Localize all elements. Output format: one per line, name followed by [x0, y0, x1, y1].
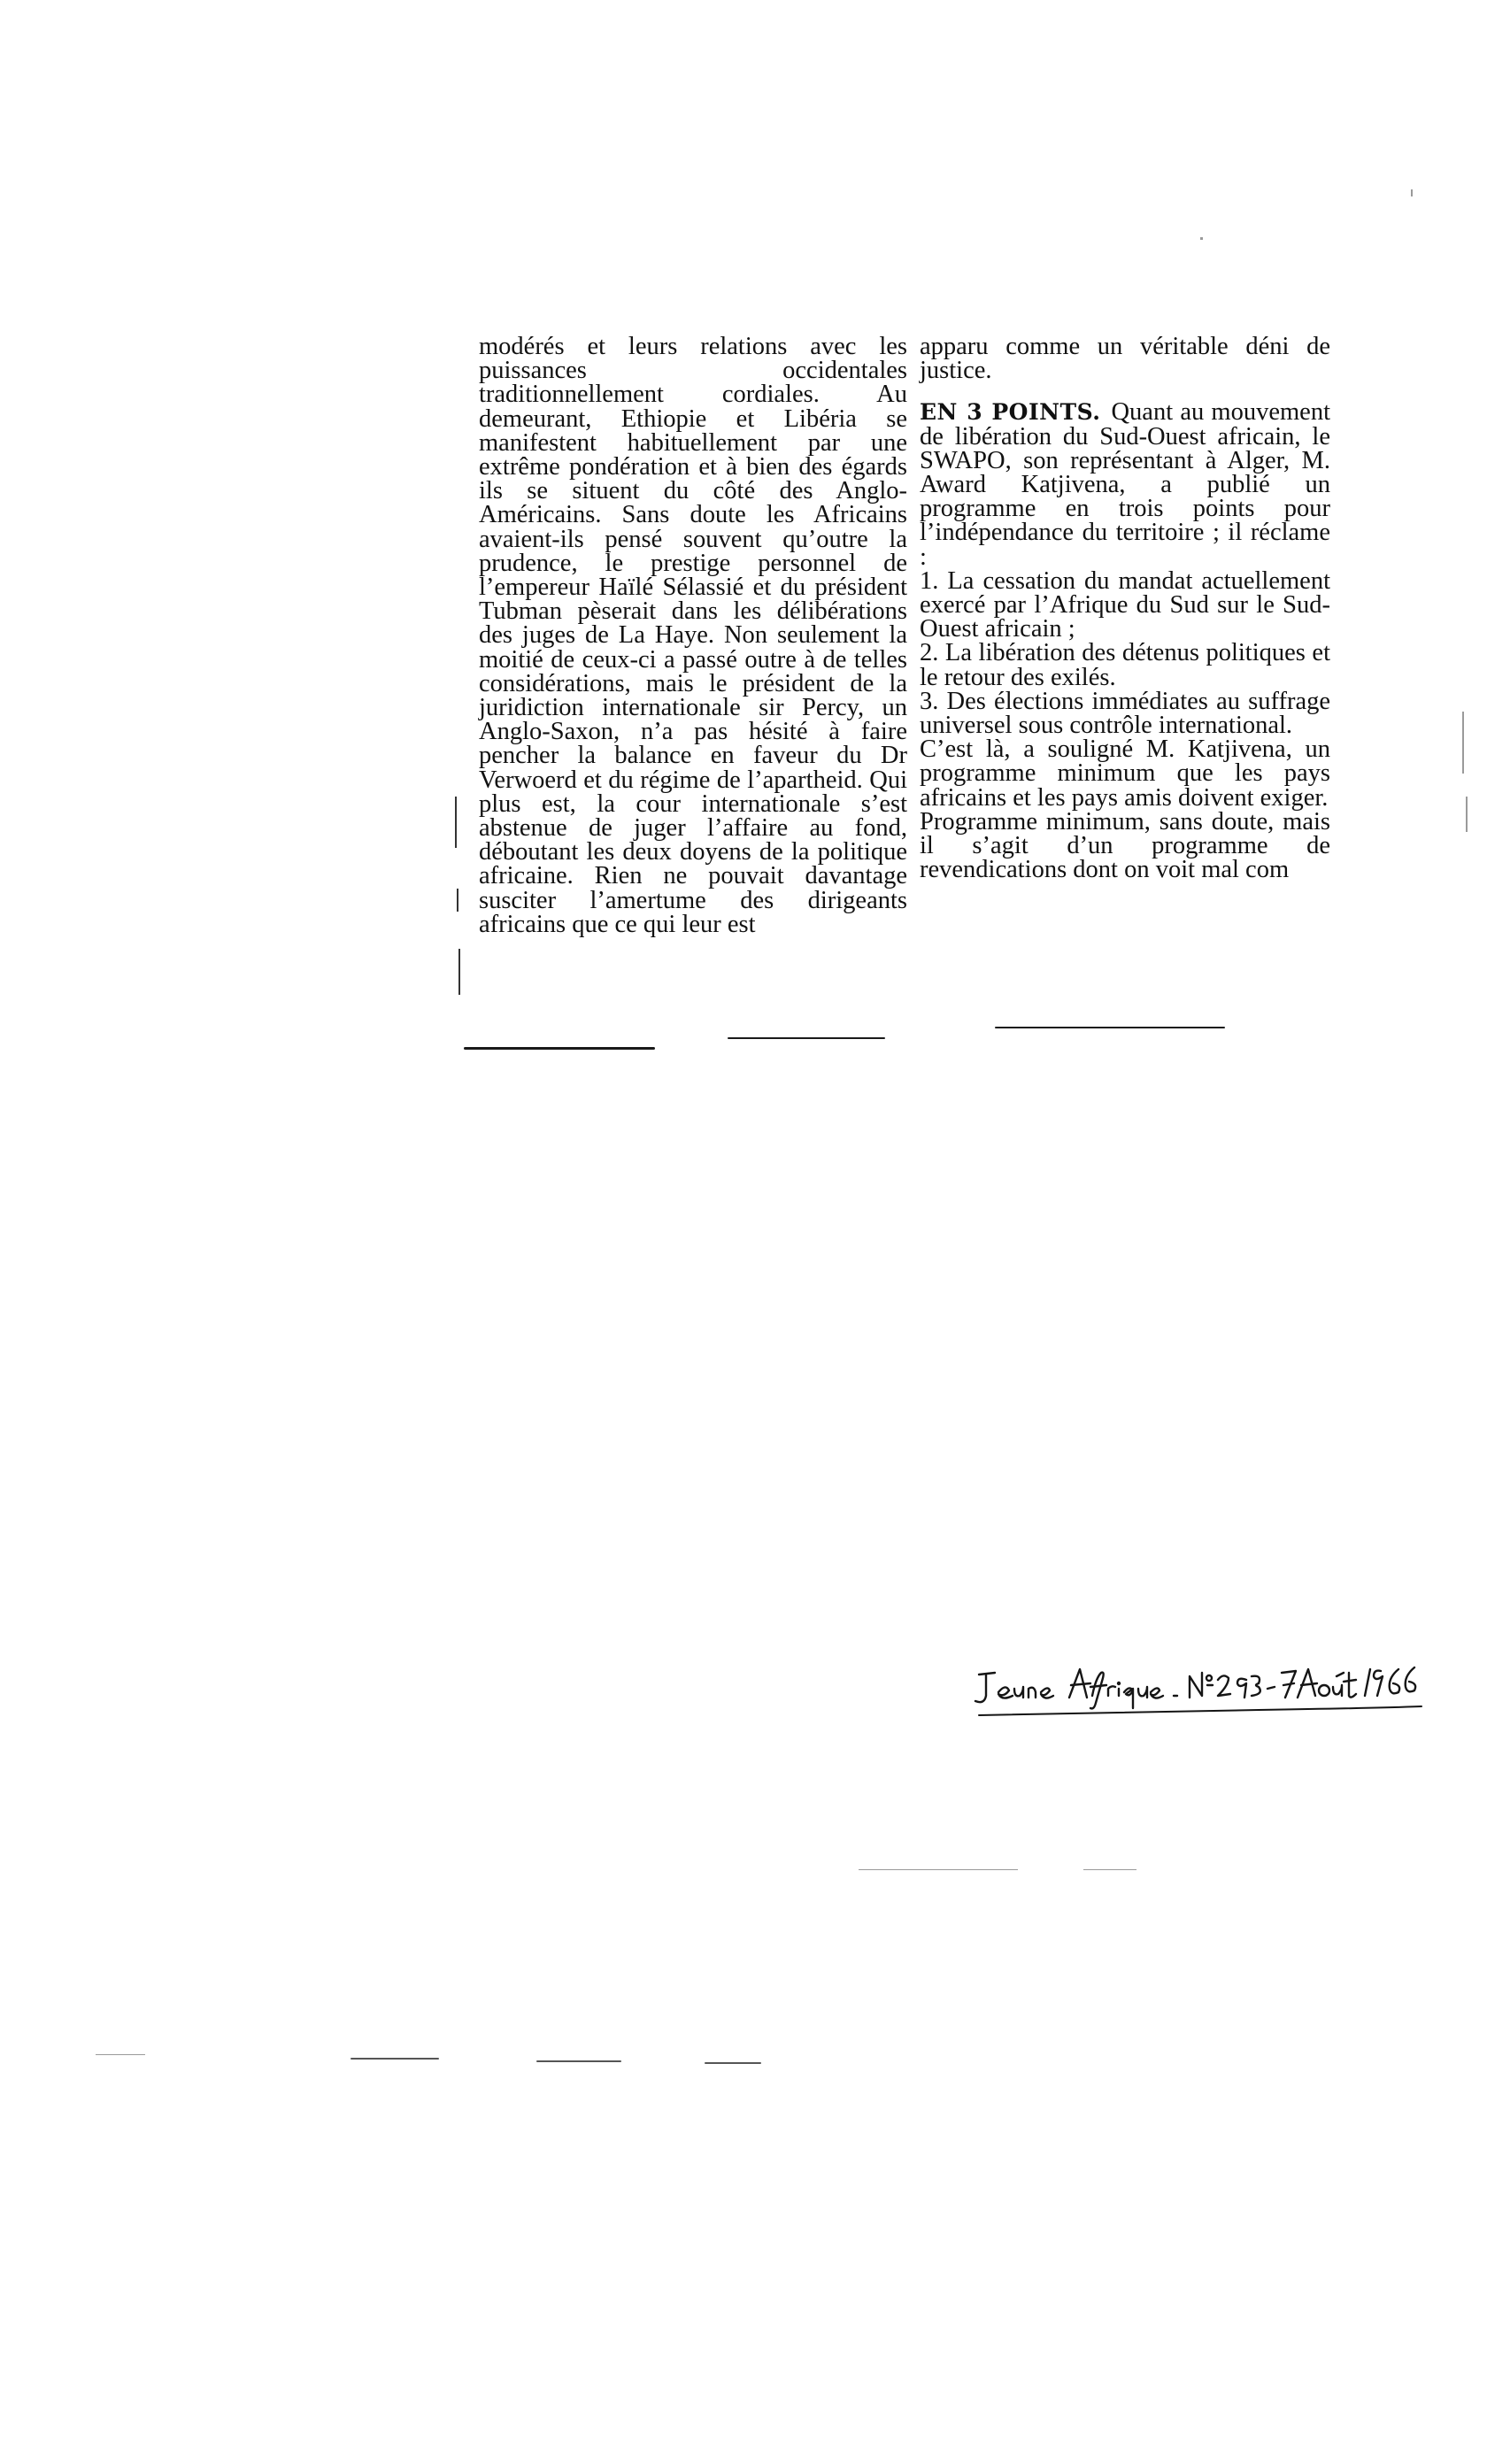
article-paragraph: modérés et leurs relations avec les puissances occidentales traditionnellement cordiales. Au demeurant, Ethiopie et Libéria se manifestent habituellement par une extrême pondération et à bien des égards ils se situent du côté des Anglo-Américains. Sans doute les Africains avaient-ils pensé souvent qu’outre la prudence, le prestige personnel de l’empereur Haïlé Sélassié et du président Tubman pèserait dans les délibérations des juges de La Haye. Non seulement la moitié de ceux-ci a passé outre à de telles considérations, mais le président de la juridiction internationale sir Percy, un Anglo-Saxon, n’a pas hésité à faire pencher la balance en faveur du Dr Verwoerd et du régime de l’apartheid. Qui plus est, la cour internationale s’est abstenue de juger l’affaire au fond, déboutant les deux doyens de la politique africaine. Rien ne pouvait davantage susciter l’amertume des dirigeants africains que ce qui leur est: [479, 333, 907, 938]
section-heading: EN 3 POINTS.: [920, 399, 1101, 426]
closing-paragraph: Programme minimum, sans doute, mais il s’agit d’un programme de revendications dont on voit mal com: [920, 807, 1330, 884]
scan-speck: [1411, 189, 1413, 196]
program-point: 3. Des élections immédiates au suffrage universel sous contrôle international.: [920, 687, 1330, 740]
scan-faint-rule: [351, 2058, 439, 2060]
section-lead-text: Quant au mouvement de libération du Sud-Ouest africain, le SWAPO, son représentant à Alger, M. Award Katjivena, a publié un programme en trois points pour l’indépendance du territoire ; il réclame :: [920, 398, 1330, 571]
program-point: 2. La libération des détenus politiques et le retour des exilés.: [920, 639, 1330, 691]
article-paragraph-intro: apparu comme un véritable déni de justice.: [920, 333, 1330, 385]
scan-margin-mark: [458, 949, 460, 995]
scan-margin-mark: [455, 797, 457, 848]
scan-faint-rule: [536, 2060, 621, 2062]
scan-faint-rule: [705, 2062, 761, 2064]
scan-speck: [859, 1869, 1018, 1870]
scan-speck: [1466, 797, 1468, 832]
handwriting-drawing: [967, 1657, 1427, 1728]
article-column-left: [479, 335, 907, 936]
scan-speck: [1083, 1869, 1136, 1870]
quote-paragraph: C’est là, a souligné M. Katjivena, un programme minimum que les pays africains et les pays amis doivent exiger.: [920, 735, 1330, 812]
scan-speck: [1200, 237, 1203, 240]
column-end-rule-right: [995, 1027, 1225, 1028]
handwritten-source-annotation: [967, 1657, 1427, 1728]
section-paragraph: [920, 398, 1330, 571]
scan-speck: [96, 2054, 145, 2055]
article-column-right: [920, 335, 1330, 882]
column-end-rule-left: [464, 1047, 655, 1050]
scan-margin-mark: [457, 889, 458, 912]
program-point: 1. La cessation du mandat actuellement exercé par l’Afrique du Sud sur le Sud-Ouest africain ;: [920, 566, 1330, 643]
column-end-rule-middle: [728, 1037, 885, 1039]
scan-speck: [1462, 712, 1464, 774]
